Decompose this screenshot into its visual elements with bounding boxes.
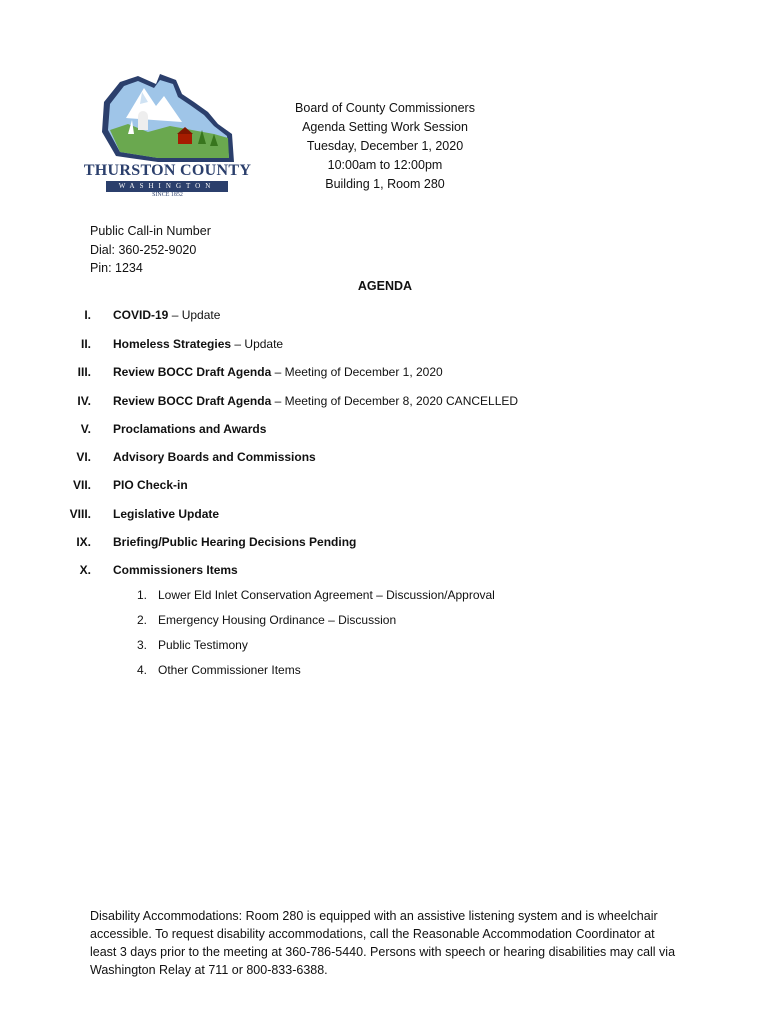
agenda-item: [0, 422, 770, 440]
agenda-item: [0, 507, 770, 525]
item-title: Commissioners Items: [113, 563, 238, 577]
sub-item-text: Other Commissioner Items: [158, 663, 301, 677]
agenda-item: [0, 394, 770, 412]
callin-pin: Pin: 1234: [90, 261, 143, 275]
item-numeral: IV.: [77, 394, 91, 408]
sub-item-text: Public Testimony: [158, 638, 248, 652]
agenda-item: [0, 535, 770, 553]
agenda-item: [0, 337, 770, 355]
meeting-header: [270, 99, 500, 194]
item-title: Advisory Boards and Commissions: [113, 450, 316, 464]
agenda-heading: AGENDA: [357, 279, 413, 293]
agenda-item: [0, 365, 770, 383]
item-numeral: II.: [80, 337, 91, 351]
call-in-info: [90, 222, 211, 278]
item-title: Briefing/Public Hearing Decisions Pending: [113, 535, 357, 549]
item-detail: – Meeting of December 8, 2020 CANCELLED: [271, 394, 519, 408]
header-date: Tuesday, December 1, 2020: [306, 139, 464, 153]
header-board: Board of County Commissioners: [295, 101, 475, 115]
disability-accommodations-note: Disability Accommodations: Room 280 is equipped with an assistive listening system and is wheelchair accessible. To request disability accommodations, call the Reasonable Accommodation Coordinator at least 3 days prior to the meeting at 360-786-5440. Persons with speech or hearing disabilities may call via Washington Relay at 711 or 800-833-6388.: [90, 909, 676, 977]
sub-item-number: 3.: [136, 638, 147, 652]
item-title: Proclamations and Awards: [113, 422, 267, 436]
sub-item-text: Emergency Housing Ordinance – Discussion: [158, 613, 397, 627]
header-session: Agenda Setting Work Session: [302, 120, 468, 134]
item-detail: – Update: [231, 337, 284, 351]
item-numeral: IX.: [76, 535, 91, 549]
item-title: Homeless Strategies: [113, 337, 232, 351]
agenda-item: [0, 563, 770, 581]
item-numeral: I.: [84, 308, 91, 322]
item-numeral: III.: [77, 365, 91, 379]
item-numeral: VII.: [72, 478, 91, 492]
item-title: COVID-19: [113, 308, 169, 322]
logo-county-name: THURSTON COUNTY: [83, 162, 252, 179]
item-numeral: X.: [79, 563, 91, 577]
agenda-item: [0, 450, 770, 468]
agenda-item: [0, 478, 770, 496]
logo-state-banner: WASHINGTON: [106, 181, 228, 192]
item-detail: – Update: [168, 308, 221, 322]
sub-item: [0, 588, 770, 606]
callin-dial: Dial: 360-252-9020: [90, 242, 197, 257]
thurston-county-logo: [80, 72, 255, 202]
item-numeral: VI.: [76, 450, 91, 464]
sub-item-number: 1.: [136, 588, 147, 602]
header-time: 10:00am to 12:00pm: [327, 158, 443, 172]
agenda-item: [0, 308, 770, 326]
sub-item-text: Lower Eld Inlet Conservation Agreement – Discussion/Approval: [158, 588, 495, 602]
logo-since: SINCE 1852: [152, 192, 183, 198]
sub-item: [0, 638, 770, 656]
header-location: Building 1, Room 280: [325, 177, 445, 191]
callin-title: Public Call-in Number: [90, 224, 211, 238]
item-numeral: VIII.: [69, 507, 91, 521]
item-detail: – Meeting of December 1, 2020: [271, 365, 443, 379]
sub-item: [0, 663, 770, 681]
county-map-icon: [98, 72, 238, 164]
sub-item: [0, 613, 770, 631]
sub-item-number: 2.: [136, 613, 147, 627]
item-title: Review BOCC Draft Agenda: [113, 365, 272, 379]
item-numeral: V.: [80, 422, 91, 436]
item-title: Legislative Update: [113, 507, 220, 521]
item-title: Review BOCC Draft Agenda: [113, 394, 272, 408]
item-title: PIO Check-in: [113, 478, 188, 492]
sub-item-number: 4.: [136, 663, 147, 677]
